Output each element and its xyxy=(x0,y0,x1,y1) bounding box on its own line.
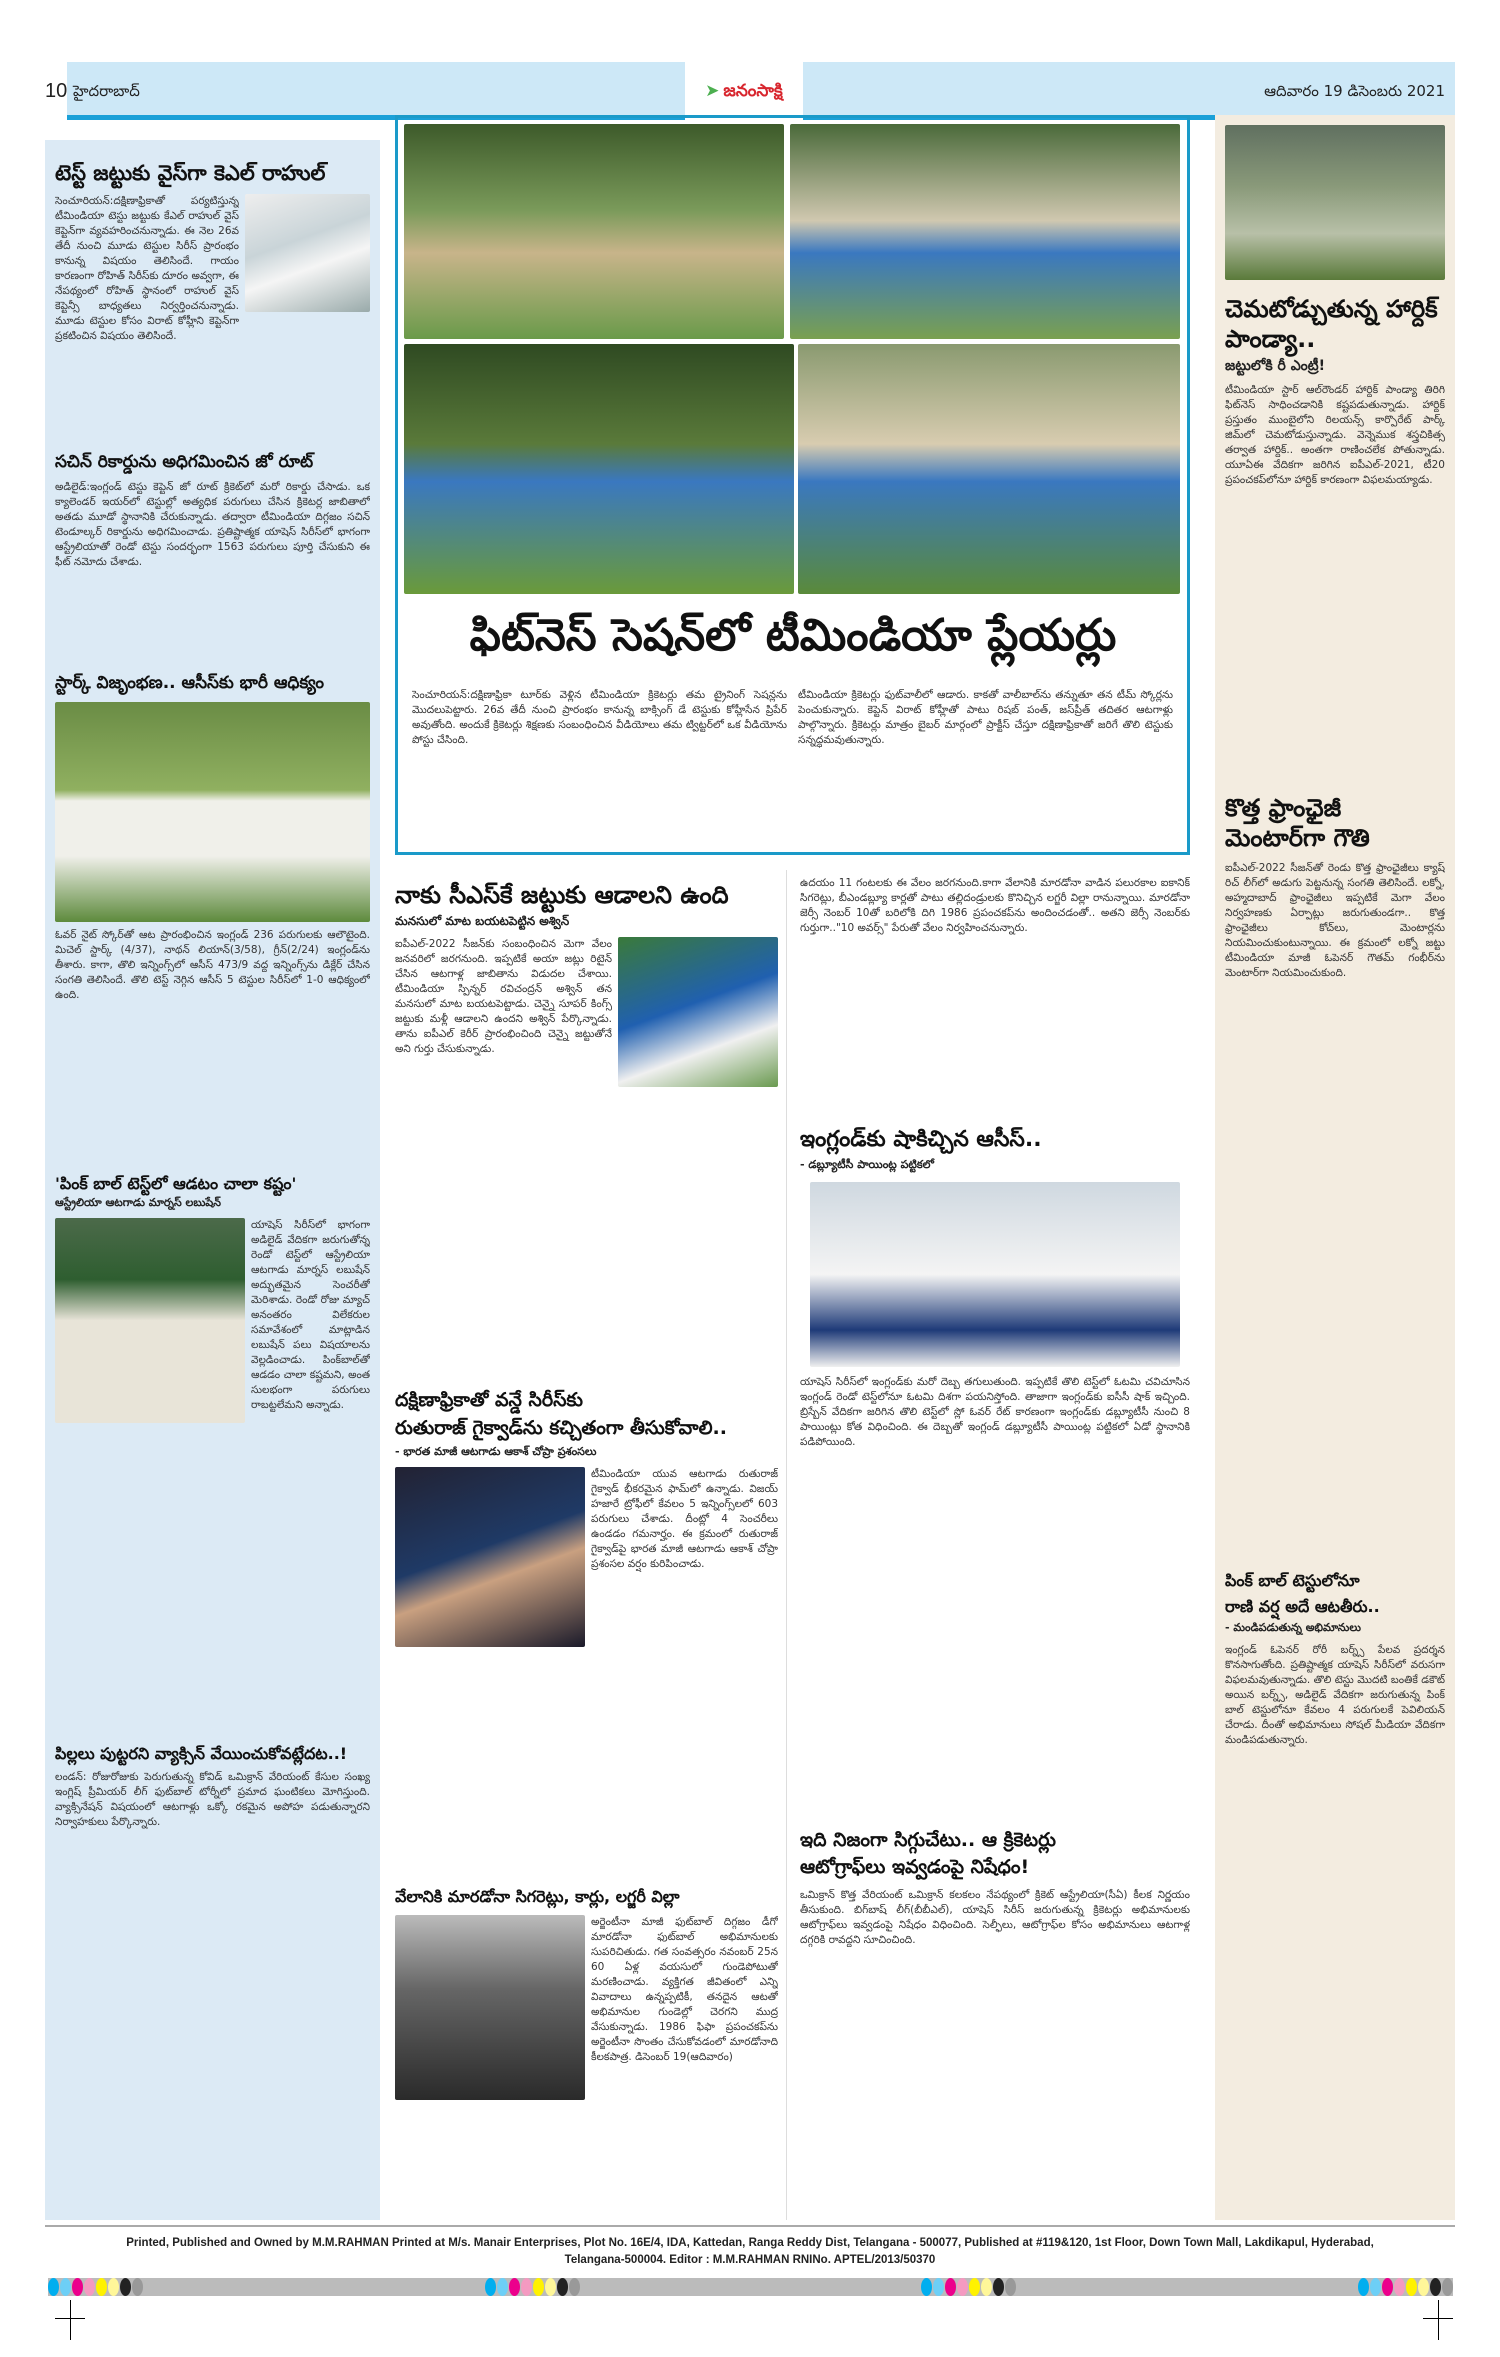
fitness-photo-3 xyxy=(404,344,794,594)
article-body: అడిలైడ్:ఇంగ్లండ్ టెస్టు కెప్టెన్ జో రూట్ క్రికెట్‌లో మరో రికార్డు చేసాడు. ఒక క్యాలెండర్ ఇయర్‌లో టెస్టుల్లో అత్యధిక పరుగులు చేసిన క్రికెటర్ల జాబితాలో అతడు మూడో స్థానానికి చేరుకున్నాడు. తద్వారా టీమిండియా దిగ్గజం సచిన్ టెండూల్కర్ రికార్డును అధిగమించాడు. ప్రతిష్టాత్మక యాషెస్ సిరీస్‌లో భాగంగా ఆస్ట్రేలియాతో రెండో టెస్టు సందర్భంగా 1563 పరుగులు పూర్తి చేసుకుని ఈ ఫీట్ నమోదు చేశాడు. xyxy=(55,480,370,568)
kicker-gaikwad: దక్షిణాఫ్రికాతో వన్డే సిరీస్‌కు xyxy=(395,1389,583,1411)
headline-maradona: వేలానికి మారడోనా సిగరెట్లు, కార్లు, లగ్జరీ విల్లా xyxy=(395,1886,680,1906)
headline: సచిన్ రికార్డును అధిగమించిన జో రూట్ xyxy=(55,452,314,473)
headline-england: ఇంగ్లండ్‌కు షాకిచ్చిన ఆసీస్.. xyxy=(800,1127,1042,1152)
middle-right-column xyxy=(800,870,1190,2220)
arrow-icon: ➤ xyxy=(705,81,720,101)
subheadline-ashwin: మనసులో మాట బయటపెట్టిన అశ్విన్ xyxy=(395,914,570,928)
imprint-line-1: Printed, Published and Owned by M.M.RAHMAN Printed at M/s. Manair Enterprises, Plot No. 16E/4, IDA, Kattedan, Ranga Reddy Dist, Telangana - 500077, Published at #119&120, 1st Floor, Down Town Mall, Lakdikapul, Hyderabad, xyxy=(126,2237,1374,2249)
headline: స్టార్క్ విజృంభణ.. ఆసీస్‌కు భారీ ఆధిక్యం xyxy=(55,672,325,693)
maradona-continued: ఉదయం 11 గంటలకు ఈ వేలం జరగనుంది.కాగా వేలానికి మారడోనా వాడిన పలురకాల ఐకానిక్ సిగరెట్లు, బీఎండబ్ల్యూ కార్లతో పాటు తల్లిదండ్రులకు కొనిచ్చిన లగ్జరీ విల్లా రానున్నాయి. మారడోనా జెర్సీ నెంబర్ 10తో బరిలోకి దిగి 1986 ప్రపంచకప్‌ను అందించడంతో.. అతని జెర్సీ నెంబర్‌కు గుర్తుగా.."10 అవర్స్" పేరుతో వేలం నిర్వహించనున్నారు. xyxy=(800,877,1190,934)
kl-rahul-photo xyxy=(245,194,370,312)
feature-body-col1: సెంచూరియన్:దక్షిణాఫ్రికా టూర్‌కు వెళ్లిన టీమిండియా క్రికెటర్లు తమ ట్రైనింగ్ సెషన్లను మొదలుపెట్టారు. 26వ తేదీ నుంచి ప్రారంభం కానున్న బాక్సింగ్ డే టెస్టుకు కోహ్లీసేన ప్రిపేర్ అవుతోంది. అందుకే క్రికెటర్లు శిక్షణకు సంబంధించిన వీడియోలు తమ ట్విట్టర్‌లో ఒక వీడియోను పోస్టు చేసింది. xyxy=(412,689,787,746)
middle-left-column xyxy=(395,870,787,2220)
subheadline-gaikwad: - భారత మాజీ ఆటగాడు ఆకాశ్ చోప్రా ప్రశంసలు xyxy=(395,1444,597,1458)
article-body: సెంచూరియన్:దక్షిణాఫ్రికాతో పర్యటిస్తున్న టీమిండియా టెస్టు జట్టుకు కేఎల్ రాహుల్ వైస్ కెప్టెన్‌గా వ్యవహరించనున్నాడు. ఈ నెల 26వ తేదీ నుంచి మూడు టెస్టుల సిరీస్ ప్రారంభం కానున్న విషయం తెలిసిందే. గాయం కారణంగా రోహిత్ సిరీస్‌కు దూరం అవ్వగా, ఈ నేపథ్యంలో రోహిత్ స్థానంలో రాహుల్‌ వైస్ కెప్టెన్సీ బాధ్యతలు నిర్వర్తించనున్నాడు. మూడు టెస్టుల కోసం విరాట్ కోహ్లీని కెప్టెన్‌గా ప్రకటించిన విషయం తెలిసిందే. xyxy=(55,195,239,343)
england-players-photo xyxy=(810,1182,1180,1367)
left-column xyxy=(45,140,380,2220)
feature-headline: ఫిట్‌నెస్ సెషన్‌లో టీమిండియా ప్లేయర్లు xyxy=(469,610,1117,661)
aakash-chopra-photo xyxy=(395,1467,585,1647)
headline-autograph-line2: ఆటోగ్రాఫ్‌లు ఇవ్వడంపై నిషేధం! xyxy=(800,1856,1030,1879)
color-dots xyxy=(48,2278,143,2296)
subheadline-burns: - మండిపడుతున్న అభిమానులు xyxy=(1225,1621,1361,1634)
crop-mark xyxy=(1438,2300,1439,2340)
hardik-training-photo xyxy=(1225,125,1445,280)
issue-date: ఆదివారం 19 డిసెంబరు 2021 xyxy=(1264,82,1445,100)
article-body-maradona: అర్జెంటీనా మాజీ ఫుట్‌బాల్ దిగ్గజం డీగో మారడోనా ఫుట్‌బాల్ అభిమానులకు సుపరిచితుడు. గత సంవత్సరం నవంబర్ 25న 60 ఏళ్ల వయసులో గుండెపోటుతో మరణించాడు. వ్యక్తిగత జీవితంలో ఎన్ని వివాదాలు ఉన్నప్పటికీ, తనదైన ఆటతో అభిమానుల గుండెల్లో చెరగని ముద్ర వేసుకున్నాడు. 1986 ఫిఫా ప్రపంచకప్‌ను అర్జెంటీనా సొంతం చేసుకోవడంలో మారడోనాది కీలకపాత్ర. డిసెంబర్ 19(ఆదివారం) xyxy=(591,1915,778,2063)
imprint-line-2: Telangana-500004. Editor : M.M.RAHMAN RNINo. APTEL/2013/50370 xyxy=(564,2254,936,2266)
headline-burns: రాణి వర్ష అదే ఆటతీరు.. xyxy=(1225,1597,1380,1616)
article-starc xyxy=(55,673,370,1168)
page-number: 10 xyxy=(45,62,67,120)
subheadline-england: - డబ్ల్యూటీసీ పాయింట్ల పట్టికలో xyxy=(800,1157,934,1171)
article-kl-rahul xyxy=(55,160,370,444)
article-body-gambhir: ఐపీఎల్-2022 సీజన్‌తో రెండు కొత్త ఫ్రాంఛైజీలు క్యాష్ రిచ్ లీగ్‌లో అడుగు పెట్టనున్న సంగతి తెలిసిందే. లక్నో, అహ్మదాబాద్ ఫ్రాంఛైజీలు ఇప్పటికే మెగా వేలం నిర్వహణకు ఏర్పాట్లు జరుగుతుండగా.. కొత్త ఫ్రాంఛైజీలు కోచ్‌లు, మెంటార్లను నియమించుకుంటున్నాయి. ఈ క్రమంలో లక్నో జట్టు టీమిండియా మాజీ ఓపెనర్ గౌతమ్ గంభీర్‌ను మెంటార్‌గా నియమించుకుంది. xyxy=(1225,862,1445,979)
article-body: ఓవర్ నైట్ స్కోర్‌తో ఆట ప్రారంభించిన ఇంగ్లండ్ 236 పరుగులకు ఆలౌటైంది. మిచెల్ స్టార్క్ (4/37), నాథన్ లియాన్(3/58), గ్రీన్(2/24) ఇంగ్లండ్‌ను తీశారు. కాగా, తొలి ఇన్నింగ్స్‌లో ఆసీస్ 473/9 వద్ద ఇన్నింగ్స్‌ను డిక్లేర్ చేసిన సంగతి తెలిసిందే. తొలి టెస్ట్ నెగ్గిన ఆసీస్ 5 టెస్టుల సిరీస్‌లో 1-0 ఆధిక్యంలో ఉంది. xyxy=(55,928,370,1001)
article-body-hardik: టీమిండియా స్టార్ ఆల్‌రౌండర్ హార్దిక్ పాండ్యా తిరిగి ఫిట్‌నెస్ సాధించడానికి కష్టపడుతున్నాడు. హార్దిక్ ప్రస్తుతం ముంబైలోని రిలయన్స్ కార్పొరేట్ పార్క్ జిమ్‌లో చెమటోడుస్తున్నాడు. వెన్నెముక శస్త్రచికిత్స తర్వాత హార్దిక్.. అంతగా రాణించలేక పోతున్నాడు. యూఏఈ వేదికగా జరిగిన ఐపీఎల్-2021, టీ20 ప్రపంచకప్‌లోనూ హార్దిక్ కారణంగా విఫలమయ్యాడు. xyxy=(1225,384,1445,486)
right-column xyxy=(1215,115,1455,2220)
subheadline: ఆస్ట్రేలియా ఆటగాడు మార్నస్ లబుషేన్ xyxy=(55,1195,221,1209)
australia-team-photo xyxy=(55,702,370,922)
color-registration-bar xyxy=(48,2278,1453,2296)
article-joe-root xyxy=(55,452,370,664)
article-body: లండన్: రోజురోజుకు పెరుగుతున్న కోవిడ్ ఒమిక్రాన్ వేరియంట్ కేసుల సంఖ్య ఇంగ్లిష్ ప్రీమియర్ లీగ్ ఫుట్‌బాల్ టోర్నీలో ప్రమాద ఘంటికలు మోగిస్తుంది. వ్యాక్సినేషన్ విషయంలో ఆటగాళ్లు ఒక్కో రకమైన అపోహ పడుతున్నారని నిర్వాహకులు పేర్కొన్నారు. xyxy=(55,1770,370,1828)
edition-city: హైదరాబాద్ xyxy=(73,82,140,100)
ashwin-photo xyxy=(618,937,778,1087)
article-vaccine xyxy=(55,1744,370,2130)
color-dots xyxy=(485,2278,580,2296)
headline: టెస్ట్ జట్టుకు వైస్‌గా కెఎల్ రాహుల్ xyxy=(55,161,326,185)
color-dots xyxy=(921,2278,1016,2296)
feature-body-col2: టీమిండియా క్రికెటర్లు ఫుట్‌వాలీలో ఆడారు. కాకతో వాలీబాల్‌ను తన్నుతూ తన టీమ్ స్కోర్లను పెంచుకున్నారు. కెప్టెన్ విరాట్ కోహ్లీతో పాటు రిషబ్ పంత్, జస్‌ప్రీత్ తదితర ఆటగాళ్లు పాల్గొన్నారు. క్రికెటర్లు మాత్రం బైబర్ మార్గంలో ప్రాక్టీస్ చేస్తూ దక్షిణాఫ్రికాతో జరిగే తొలి టెస్టుకు సన్నద్ధమవుతున్నారు. xyxy=(798,689,1173,746)
crop-mark xyxy=(55,2318,85,2319)
article-body-autograph: ఒమిక్రాన్ కొత్త వేరియంట్ ఒమిక్రాన్ కలకలం నేపథ్యంలో క్రికెట్ ఆస్ట్రేలియా(సీఏ) కీలక నిర్ణయం తీసుకుంది. బిగ్‌బాష్ లీగ్(బీబీఎల్), యాషెస్ సిరీస్ జరుగుతున్న క్రికెటర్లు అభిమానులకు ఆటోగ్రాఫ్‌లు ఇవ్వడంపై నిషేధం విధించింది. సెల్ఫీలు, ఆటోగ్రాఫ్‌ల కోసం అభిమానులు ఆటగాళ్ల దగ్గరికి రావద్దని సూచించింది. xyxy=(800,1889,1190,1946)
masthead-logo: ➤ జనంసాక్షి xyxy=(685,62,803,120)
imprint-footer xyxy=(45,2225,1455,2269)
article-body-burns: ఇంగ్లండ్ ఓపెనర్ రోరీ బర్న్స్ పేలవ ప్రదర్శన కొనసాగుతోంది. ప్రతిష్టాత్మక యాషెస్ సిరీస్‌లో వరుసగా విఫలమవుతున్నాడు. తొలి టెస్టు మొదటి బంతికే డకౌట్ అయిన బర్న్స్, అడిలైడ్ వేదికగా జరుగుతున్న పింక్ బాల్ టెస్టులోనూ కేవలం 4 పరుగులకే పెవిలియన్ చేరాడు. దీంతో అభిమానులు సోషల్ మీడియా వేదికగా మండిపడుతున్నారు. xyxy=(1225,1644,1445,1746)
kicker-burns: పింక్ బాల్ టెస్టులోనూ xyxy=(1225,1571,1360,1590)
crop-mark xyxy=(1423,2318,1453,2319)
headline-autograph: ఇది నిజంగా సిగ్గుచేటు.. ఆ క్రికెటర్లు xyxy=(800,1828,1056,1851)
headline-ashwin: నాకు సీఎస్‌కే జట్టుకు ఆడాలని ఉంది xyxy=(395,881,729,909)
article-body-ashwin: ఐపీఎల్-2022 సీజన్‌కు సంబంధించిన మెగా వేలం జనవరిలో జరగనుంది. ఇప్పటికే అయా జట్లు రిటైన్ చేసిన ఆటగాళ్ల జాబితాను విడుదల చేశాయి. టీమిండియా స్పిన్నర్ రవిచంద్రన్ అశ్విన్ తన మనసులో మాట బయటపెట్టాడు. చెన్నై సూపర్ కింగ్స్ జట్టుకు మళ్లీ ఆడాలని ఉందని అశ్విన్ పేర్కొన్నాడు. తాను ఐపీఎల్ కెరీర్ ప్రారంభించింది చెన్నై జట్టుతోనే అని గుర్తు చేసుకున్నాడు. xyxy=(395,938,612,1055)
headline-gambhir: కొత్త ఫ్రాంఛైజీ మెంటార్‌గా గౌతి xyxy=(1225,794,1370,852)
article-body-england: యాషెస్ సిరీస్‌లో ఇంగ్లండ్‌కు మరో దెబ్బ తగులుతుంది. ఇప్పటికే తొలి టెస్ట్‌లో ఓటమి చవిచూసిన ఇంగ్లండ్ రెండో టెస్ట్‌లోనూ ఓటమి దిశగా పయనిస్తోంది. తాజాగా ఇంగ్లండ్‌కు ఐసీసీ షాక్ ఇచ్చింది. బ్రిస్బేన్ వేదికగా జరిగిన తొలి టెస్ట్‌లో స్లో ఓవర్ రేట్ కారణంగా ఇంగ్లండ్‌కు డబ్ల్యూటీసీ నుంచి 8 పాయింట్లు కోత విధించింది. ఈ దెబ్బతో ఇంగ్లండ్ డబ్ల్యూటీసీ పాయింట్ల పట్టికలో ఏడో స్థానానికి పడిపోయింది. xyxy=(800,1375,1190,1448)
fitness-photo-1 xyxy=(404,124,784,339)
color-dots xyxy=(1358,2278,1453,2296)
page-header xyxy=(45,62,1455,120)
article-body-gaikwad: టీమిండియా యువ ఆటగాడు రుతురాజ్ గైక్వాడ్ భీకరమైన ఫామ్‌లో ఉన్నాడు. విజయ్ హజారే ట్రోఫీలో కేవలం 5 ఇన్నింగ్స్‌లలో 603 పరుగులు చేశాడు. దీంట్లో 4 సెంచరీలు ఉండడం గమనార్హం. ఈ క్రమంలో రుతురాజ్ గైక్వాడ్‌పై భారత మాజీ ఆటగాడు ఆకాశ్ చోప్రా ప్రశంసల వర్షం కురిపించాడు. xyxy=(591,1467,778,1570)
fitness-photo-2 xyxy=(790,124,1180,339)
crop-mark xyxy=(70,2300,71,2340)
headline-gaikwad: రుతురాజ్ గైక్వాడ్‌ను కచ్చితంగా తీసుకోవాలి.. xyxy=(395,1416,727,1439)
maradona-photo xyxy=(395,1915,585,2100)
feature-article-fitness xyxy=(395,115,1190,855)
headline: పిల్లలు పుట్టరని వ్యాక్సిన్ వేయించుకోవట్లేదట..! xyxy=(55,1743,348,1763)
subheadline-hardik: జట్టులోకి రీ ఎంట్రీ! xyxy=(1225,358,1325,374)
headline-hardik: చెమటోడ్చుతున్న హార్దిక్ పాండ్యా.. xyxy=(1225,295,1438,353)
headline: 'పింక్ బాల్ టెస్ట్‌లో ఆడటం చాలా కష్టం' xyxy=(55,1173,297,1193)
fitness-photo-4 xyxy=(798,344,1180,594)
article-body: యాషెస్ సిరీస్‌లో భాగంగా అడిలైడ్ వేదికగా జరుగుతోన్న రెండో టెస్ట్‌లో ఆస్ట్రేలియా ఆటగాడు మార్నస్ లబుషేన్ అద్భుతమైన సెంచరీతో మెరిశాడు. రెండో రోజు మ్యాచ్ అనంతరం విలేకరుల సమావేశంలో మాట్లాడిన లబుషేన్ పలు విషయాలను వెల్లడించాడు. పింక్‌బాల్‌తో ఆడడం చాలా కష్టమని, అంత సులభంగా పరుగులు రాబట్టలేమని అన్నాడు. xyxy=(251,1218,370,1411)
labuschagne-photo xyxy=(55,1218,245,1423)
article-labuschagne xyxy=(55,1174,370,1738)
